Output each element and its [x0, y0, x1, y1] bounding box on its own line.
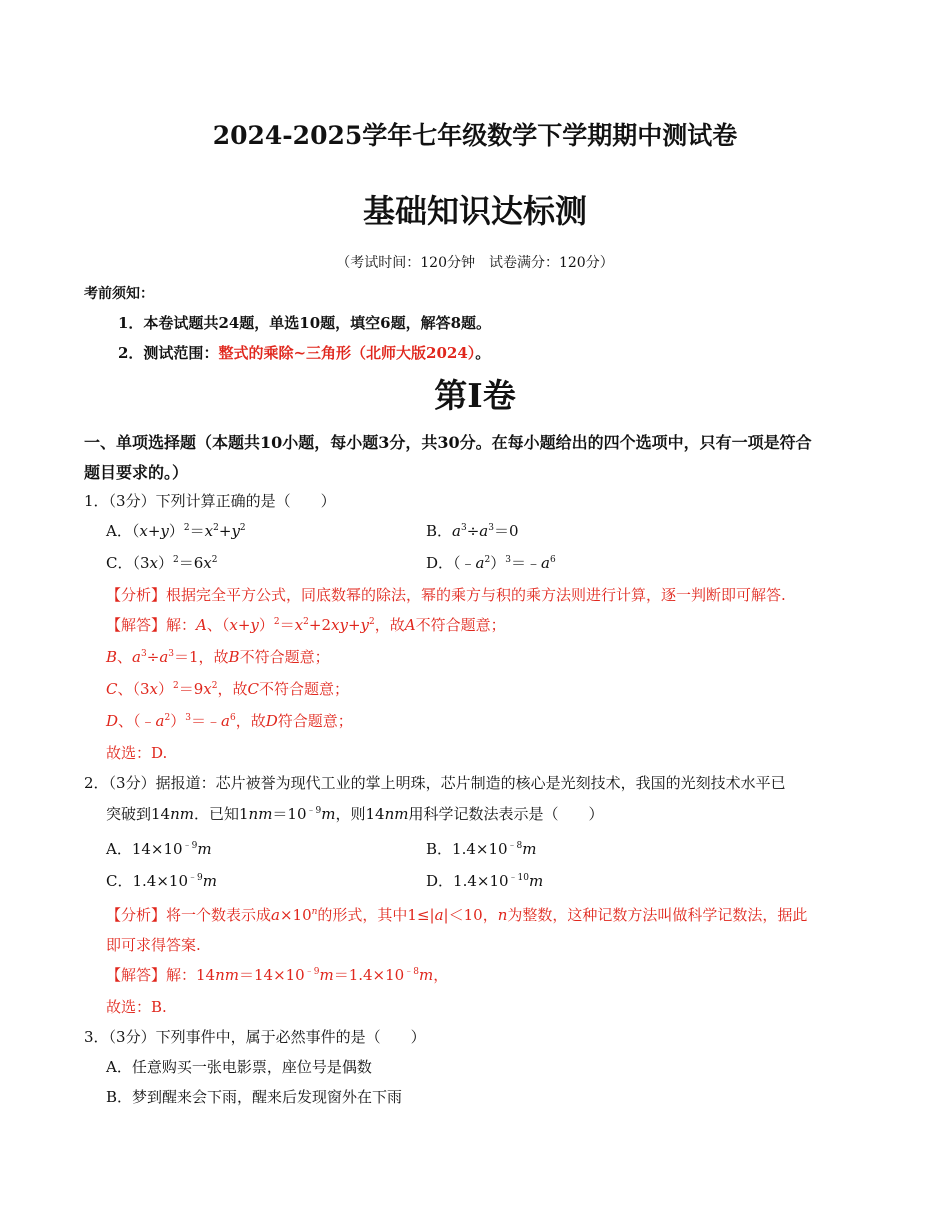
question-2-stem-line2: 突破到14nm．已知$1nm=10^{﹣9}m$，则14nm用科学记数法表示是（ ）: [106, 805, 604, 823]
question-2-option-d: D．$1.4\times 10^{﹣10}m$: [426, 872, 544, 890]
question-2-answer: 【解答】解：$14nm=14\times 10^{﹣9}m=1.4\times 10^{﹣8}m$，: [106, 966, 449, 984]
question-1-analysis: 【分析】根据完全平方公式，同底数幂的除法，幂的乘方与积的乘方法则进行计算，逐一判断即可解答.: [106, 586, 786, 604]
note-item-2-scope: 整式的乘除~三角形（北师大版2024）: [218, 344, 476, 362]
question-1-option-d: D．$(﹣a^2)^3=﹣a^6$: [426, 554, 556, 572]
question-1-answer-c: C、$(3x)^2=9x^2$，故C不符合题意；: [106, 680, 350, 698]
exam-meta: （考试时间：120分钟 试卷满分：120分）: [336, 255, 614, 271]
exam-subtitle: 基础知识达标测: [362, 192, 587, 230]
question-1-option-a: A．$(x+y)^2=x^2+y^2$: [106, 522, 246, 540]
section-heading-line2: 题目要求的。）: [84, 463, 189, 482]
note-item-1: 1．本卷试题共24题，单选10题，填空6题，解答8题。: [118, 314, 492, 332]
section-heading-line1: 一、单项选择题（本题共10小题，每小题3分，共30分。在每小题给出的四个选项中，只有一项是符合: [84, 433, 812, 452]
question-2-option-a: A．$14\times 10^{﹣9}m$: [106, 840, 212, 858]
note-item-2-suffix: 。: [475, 344, 491, 362]
question-1-option-b: B．$a^3\div a^3=0$: [426, 522, 519, 540]
exam-title: 2024-2025学年七年级数学下学期期中测试卷: [212, 121, 738, 150]
question-1-answer-a: 【解答】解：A、$(x+y)^2=x^2+2xy+y^2$，故A不符合题意；: [106, 616, 506, 634]
question-2-conclusion: 故选：B.: [106, 998, 167, 1016]
question-1-option-c: C．$(3x)^2=6x^2$: [106, 554, 218, 572]
question-2-stem-line1: 2．（3分）据报道：芯片被誉为现代工业的掌上明珠，芯片制造的核心是光刻技术，我国的光刻技术水平已: [84, 774, 786, 792]
question-1-conclusion: 故选：D.: [106, 744, 168, 762]
question-2-analysis-line2: 即可求得答案.: [106, 936, 201, 954]
notes-heading: 考前须知：: [84, 286, 154, 302]
question-2-option-b: B．$1.4\times 10^{﹣8}m$: [426, 840, 537, 858]
question-3-option-a: A．任意购买一张电影票，座位号是偶数: [106, 1058, 372, 1076]
question-2-analysis-line1: 【分析】将一个数表示成$a\times 10^n$的形式，其中1≤|a|＜10，n为整数，这种记数方法叫做科学记数法，据此: [106, 906, 808, 924]
question-1-stem: 1．（3分）下列计算正确的是（ ）: [84, 492, 336, 510]
note-item-2-prefix: 2．测试范围：: [118, 344, 219, 362]
volume-heading: 第Ⅰ卷: [434, 376, 516, 415]
question-2-option-c: C．$1.4\times 10^{﹣9}m$: [106, 872, 217, 890]
question-1-answer-d: D、$(﹣a^2)^3=﹣a^6$，故D符合题意；: [106, 712, 353, 730]
question-3-stem: 3．（3分）下列事件中，属于必然事件的是（ ）: [84, 1028, 426, 1046]
note-item-2: [118, 342, 490, 363]
question-3-option-b: B．梦到醒来会下雨，醒来后发现窗外在下雨: [106, 1088, 403, 1106]
question-1-answer-b: B、$a^3\div a^3=1$，故B不符合题意；: [106, 648, 330, 666]
